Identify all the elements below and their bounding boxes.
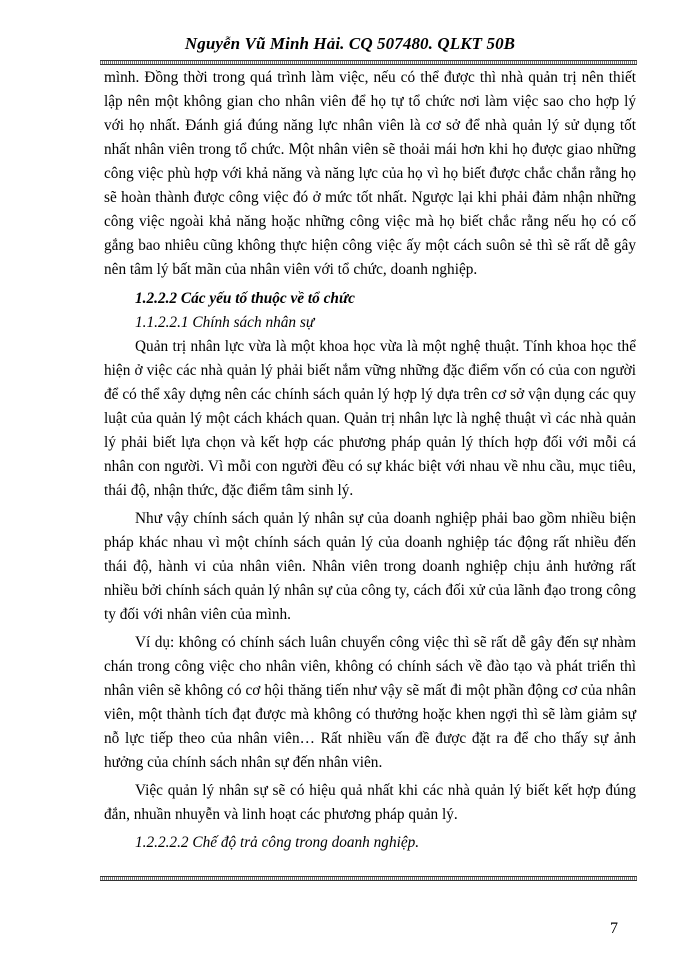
- page-content: [104, 66, 636, 855]
- paragraph: Việc quản lý nhân sự sẽ có hiệu quả nhất khi các nhà quản lý biết kết hợp đúng đắn, nhuần nhuyễn và linh hoạt các phương pháp quản lý.: [104, 782, 636, 823]
- subsection-heading: 1.2.2.2.2 Chế độ trả công trong doanh nghiệp.: [135, 834, 420, 851]
- subsection-heading: 1.1.2.2.1 Chính sách nhân sự: [135, 314, 315, 331]
- page-number: 7: [610, 920, 618, 937]
- paragraph: mình. Đồng thời trong quá trình làm việc, nếu có thể được thì nhà quản trị nên thiết lập nên một không gian cho nhân viên để họ tự tổ chức nơi làm việc sao cho hợp lý với họ nhất. Đánh giá đúng năng lực nhân viên là cơ sở để nhà quản lý sử dụng tốt nhất nhân viên trong tổ chức. Một nhân viên sẽ thoải mái hơn khi họ được giao những công việc phù hợp với khả năng và năng lực của họ vì họ biết được chắc chắn rằng họ sẽ hoàn thành được công việc đó ở mức tốt nhất. Ngược lại khi phải đảm nhận những công việc ngoài khả năng hoặc những công việc mà họ biết chắc rằng nếu họ có cố gắng bao nhiêu cũng không thực hiện công việc ấy một cách suôn sẻ thì sẽ rất dễ gây nên tâm lý bất mãn của nhân viên với tổ chức, doanh nghiệp.: [104, 69, 636, 278]
- page-header: Nguyễn Vũ Minh Hải. CQ 507480. QLKT 50B: [184, 34, 516, 53]
- section-heading: 1.2.2.2 Các yếu tố thuộc về tổ chức: [135, 290, 355, 307]
- header-rule: [100, 60, 637, 65]
- footer-rule: [100, 876, 637, 881]
- paragraph: Như vậy chính sách quản lý nhân sự của doanh nghiệp phải bao gồm nhiều biện pháp khác nhau vì một chính sách quản lý của doanh nghiệp tác động rất nhiều đến thái độ, hành vi của nhân viên. Nhân viên trong doanh nghiệp chịu ảnh hưởng rất nhiều bởi chính sách quản lý nhân sự của công ty, cách đối xử của lãnh đạo trong công ty đối với nhân viên của mình.: [104, 510, 636, 623]
- paragraph: Ví dụ: không có chính sách luân chuyển công việc thì sẽ rất dễ gây đến sự nhàm chán trong công việc cho nhân viên, không có chính sách về đào tạo và phát triển thì nhân viên sẽ không có cơ hội thăng tiến như vậy sẽ mất đi một phần động cơ của nhân viên, một thành tích đạt được mà không có thưởng hoặc khen ngợi thì sẽ làm giảm sự nỗ lực tiếp theo của nhân viên… Rất nhiều vấn đề được đặt ra để cho thấy sự ảnh hưởng của chính sách nhân sự đến nhân viên.: [104, 634, 636, 771]
- paragraph: Quản trị nhân lực vừa là một khoa học vừa là một nghệ thuật. Tính khoa học thể hiện ở việc các nhà quản lý phải biết nắm vững những đặc điểm vốn có của con người để có thể xây dựng nên các chính sách quản lý hợp lý dựa trên cơ sở vận dụng các quy luật của quản lý một cách khách quan. Quản trị nhân lực là nghệ thuật vì các nhà quản lý phải biết lựa chọn và kết hợp các phương pháp quản lý thích hợp đối với mỗi cá nhân con người. Vì mỗi con người đều có sự khác biệt với nhau về nhu cầu, mục tiêu, thái độ, nhận thức, đặc điểm tâm sinh lý.: [104, 338, 636, 499]
